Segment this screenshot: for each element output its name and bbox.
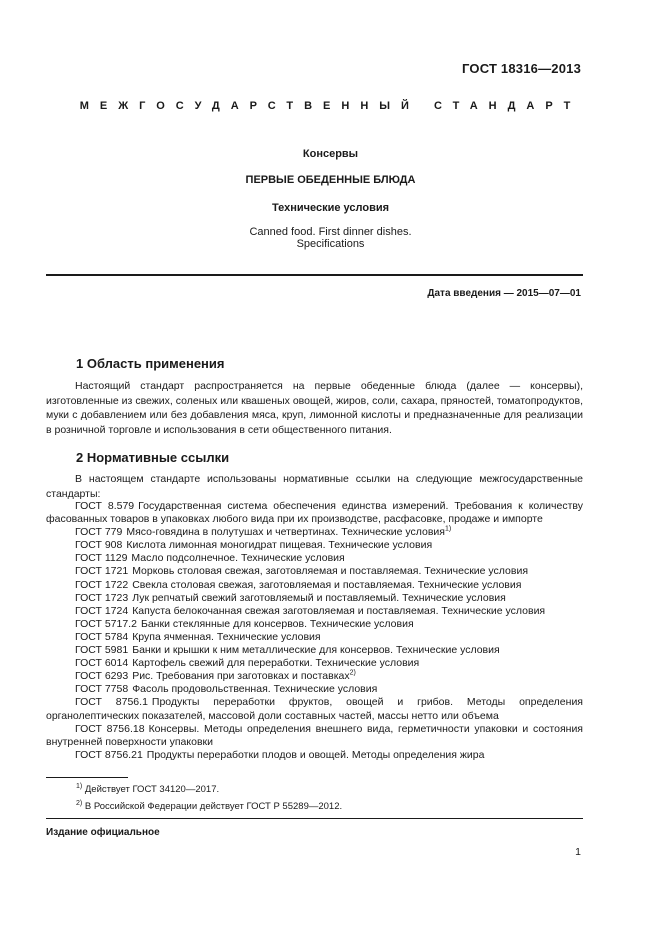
english-title-line1: Canned food. First dinner dishes. (249, 226, 412, 238)
section-1-heading: 1 Область применения (76, 356, 225, 371)
section-2-intro: В настоящем стандарте использованы нормативные ссылки на следующие межгосударственные стандарты: (46, 473, 583, 500)
footnote-ref: 2) (349, 669, 356, 677)
reference-item: ГОСТ 1724 Капуста белокочанная свежая заготовляемая и поставляемая. Технические условия (75, 604, 546, 617)
reference-item: ГОСТ 1129 Масло подсолнечное. Технические условия (75, 552, 345, 565)
reference-item: ГОСТ 8.579 Государственная система обеспечения единства измерений. Требования к количеству фасованных товаров в упаковках любого вида при их производстве, расфасовке, продаже и импорте (46, 500, 583, 526)
reference-item: ГОСТ 6293 Рис. Требования при заготовках и поставках$^{2)}$ (75, 669, 356, 683)
reference-item: ГОСТ 1721 Морковь столовая свежая, заготовляемая и поставляемая. Технические условия (75, 565, 529, 578)
reference-item: ГОСТ 7758 Фасоль продовольственная. Технические условия (75, 683, 378, 696)
reference-item: ГОСТ 908 Кислота лимонная моногидрат пищевая. Технические условия (75, 539, 433, 552)
reference-item: ГОСТ 5717.2 Банки стеклянные для консервов. Технические условия (75, 617, 414, 630)
footnote-separator (46, 777, 128, 778)
document-subtitle: Технические условия (271, 202, 390, 214)
footnote-2: $^{2)}$ В Российской Федерации действует ГОСТ Р 55289—2012. (76, 799, 343, 812)
reference-item: ГОСТ 8756.21 Продукты переработки плодов и овощей. Методы определения жира (75, 748, 485, 761)
footnote-ref: 1) (444, 525, 452, 533)
document-title: ПЕРВЫЕ ОБЕДЕННЫЕ БЛЮДА (245, 174, 416, 186)
official-edition-label: Издание официальное (46, 827, 160, 838)
standard-kind: МЕЖГОСУДАРСТВЕННЫЙ СТАНДАРТ (79, 100, 582, 112)
gost-code: ГОСТ 18316—2013 (462, 61, 581, 76)
reference-item: ГОСТ 8756.1 Продукты переработки фруктов, овощей и грибов. Методы определения органолептических показателей, массовой доли составных частей, массы нетто или объема (46, 696, 583, 722)
section-1-text: Настоящий стандарт распространяется на первые обеденные блюда (далее — консервы), изготовленные из свежих, соленых или квашеных овощей, жиров, соли, сахара, пряностей, томатопродуктов, муки с добавлением или без добавления мяса, круп, лимонной кислоты и предназначенные для реализации в розничной торговле и использования в сети общественного питания. (46, 380, 583, 436)
normative-references-list (46, 500, 583, 762)
reference-item: ГОСТ 8756.18 Консервы. Методы определения внешнего вида, герметичности упаковки и состояния внутренней поверхности упаковки (46, 722, 583, 748)
reference-item: ГОСТ 779 Мясо-говядина в полутушах и четвертинах. Технические условия$^{1)}$ (75, 525, 452, 539)
bottom-divider (46, 818, 583, 819)
reference-item: ГОСТ 5981 Банки и крышки к ним металлические для консервов. Технические условия (75, 644, 500, 657)
reference-item: ГОСТ 6014 Картофель свежий для переработки. Технические условия (75, 657, 420, 670)
footnote-1: $^{1)}$ Действует ГОСТ 34120—2017. (76, 782, 220, 795)
reference-item: ГОСТ 1723 Лук репчатый свежий заготовляемый и поставляемый. Технические условия (75, 591, 506, 604)
date-of-introduction: Дата введения — 2015—07—01 (427, 288, 581, 299)
page-number: 1 (575, 846, 581, 858)
reference-item: ГОСТ 1722 Свекла столовая свежая, заготовляемая и поставляемая. Технические условия (75, 578, 522, 591)
top-divider (46, 274, 583, 276)
section-2-heading: 2 Нормативные ссылки (76, 450, 230, 465)
title-group: Консервы (302, 148, 359, 160)
reference-item: ГОСТ 5784 Крупа ячменная. Технические условия (75, 630, 321, 643)
english-title-line2: Specifications (296, 238, 365, 250)
